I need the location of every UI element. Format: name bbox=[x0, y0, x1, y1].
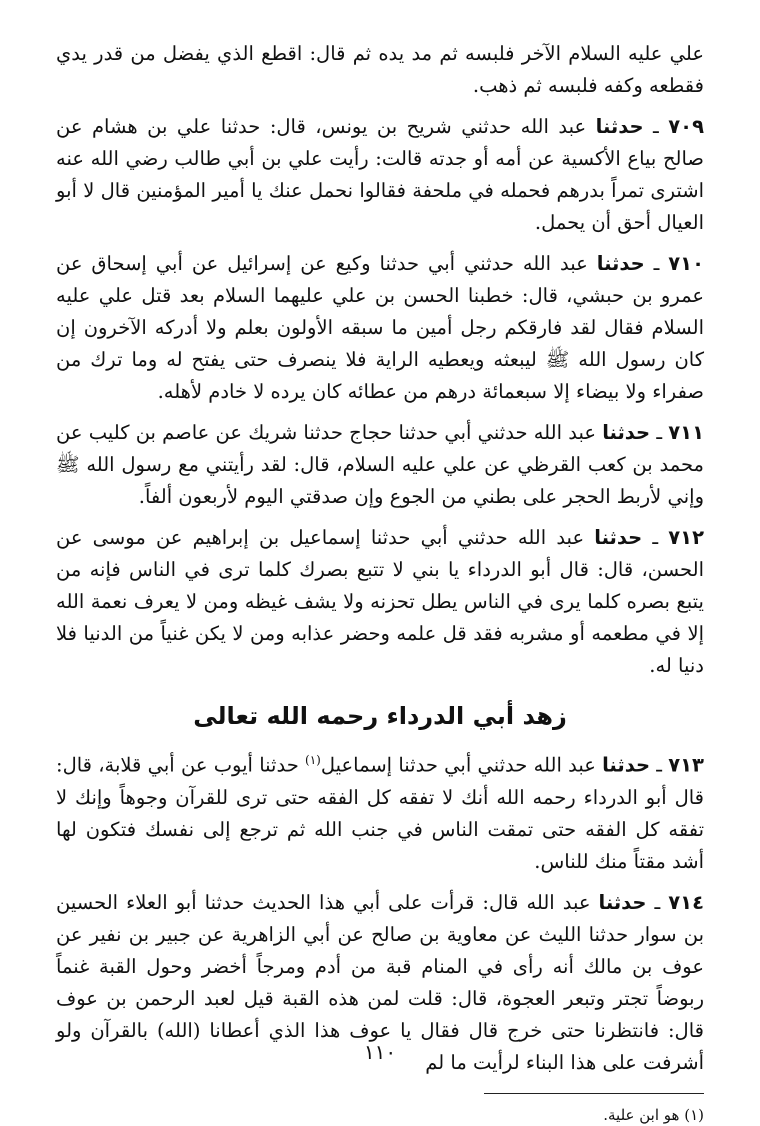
hadith-text: عبد الله حدثني أبي حدثنا حجاج حدثنا شريك عن عاصم بن كليب عن محمد بن كعب القرظي عن علي عليه السلام، قال: لقد رأيتني مع رسول الله ﷺ وإني لأربط الحجر على بطني من الجوع وإن صدقتي اليوم لأربعون ألفاً. bbox=[56, 421, 704, 508]
separator: ـ bbox=[643, 115, 669, 138]
footnote-marker: (١) bbox=[305, 753, 321, 767]
section-heading: زهد أبي الدرداء رحمه الله تعالى bbox=[193, 702, 567, 730]
intro-paragraph: علي عليه السلام الآخر فلبسه ثم مد يده ثم قال: اقطع الذي يفضل من قدر يدي فقطعه وكفه فلبسه ثم ذهب. bbox=[56, 42, 704, 97]
hadith-text: عبد الله قال: قرأت على أبي هذا الحديث حدثنا أبو العلاء الحسين بن سوار حدثنا الليث عن معاوية بن صالح عن أبي الزاهرية عن جبير بن نفير عن عوف بن مالك أنه رأى في المنام قبة من أدم ومرجاً أخضر وحول القبة غنماً ربوضاً تجتر وتبعر العجوة، قال: قلت لمن هذه القبة قيل لعبد الرحمن بن عوف قال: فانتظرنا حتى خرج قال فقال يا عوف هذا الذي أعطانا (الله) بالقرآن ولو أشرفت على هذا البناء لرأيت ما لم bbox=[56, 890, 704, 1074]
hadith-712 bbox=[56, 522, 704, 682]
hadith-number: ٧١٣ bbox=[668, 753, 704, 777]
hadith-710 bbox=[56, 248, 704, 408]
separator: ـ bbox=[646, 890, 669, 914]
separator: ـ bbox=[642, 526, 669, 549]
hadith-711 bbox=[56, 417, 704, 513]
keyword: حدثنا bbox=[596, 252, 645, 275]
keyword: حدثنا bbox=[594, 526, 643, 549]
hadith-text: حدثنا أيوب عن أبي قلابة، قال: قال أبو الدرداء رحمه الله أنك لا تفقه كل الفقه حتى ترى للقرآن وجوهاً وإنك لا تفقه كل الفقه حتى تمقت الناس في جنب الله ثم ترجع إلى نفسك فتكون لها أشد مقتاً منك للناس. bbox=[56, 753, 704, 873]
footnote-mark: (١) bbox=[684, 1105, 704, 1124]
hadith-number: ٧٠٩ bbox=[668, 115, 704, 138]
keyword: حدثنا bbox=[598, 890, 647, 914]
separator: ـ bbox=[644, 252, 669, 275]
hadith-number: ٧١٤ bbox=[668, 890, 704, 914]
keyword: حدثنا bbox=[602, 753, 651, 777]
separator: ـ bbox=[650, 753, 669, 777]
hadith-text: عبد الله حدثني أبي حدثنا إسماعيل bbox=[320, 753, 603, 777]
hadith-number: ٧١٠ bbox=[668, 252, 704, 275]
hadith-text: عبد الله حدثني أبي حدثنا إسماعيل بن إبراهيم عن موسى عن الحسن، قال: قال أبو الدرداء يا بني لا تتبع بصرك كلما ترى في الناس فإنه من يتبع بصره كلما يرى في الناس يطل تحزنه ولا يشف غيظه ومن لا يعرف نعمة الله إلا في مطعمه أو مشربه فقد قل علمه وحضر عذابه ومن لا يكن غنياً من الدنيا فلا دنيا له. bbox=[56, 526, 704, 677]
keyword: حدثنا bbox=[602, 421, 651, 444]
hadith-713 bbox=[56, 744, 704, 878]
hadith-number: ٧١٢ bbox=[668, 526, 704, 549]
hadith-number: ٧١١ bbox=[668, 421, 704, 444]
keyword: حدثنا bbox=[595, 115, 644, 138]
separator: ـ bbox=[650, 421, 669, 444]
hadith-text: عبد الله حدثني شريح بن يونس، قال: حدثنا علي بن هشام عن صالح بياع الأكسية عن أمه أو جدته قالت: رأيت علي بن أبي طالب رضي الله عنه اشترى تمراً بدرهم فحمله في ملحفة فقالوا نحمل عنك يا أمير المؤمنين قال لا أبو العيال أحق أن يحمل. bbox=[56, 115, 704, 234]
footnote bbox=[56, 1104, 704, 1126]
hadith-text: عبد الله حدثني أبي حدثنا وكيع عن إسرائيل عن أبي إسحاق عن عمرو بن حبشي، قال: خطبنا الحسن بن علي عليهما السلام بعد قتل علي عليه السلام فقال لقد فارقكم رجل أمين ما سبقه الأولون بعلم ولا أدركه الآخرون إن كان رسول الله ﷺ ليبعثه ويعطيه الراية فلا ينصرف حتى يفتح له وما ترك من صفراء ولا بيضاء إلا سبعمائة درهم من عطائه كان يرده لا خادم لأهله. bbox=[56, 252, 704, 403]
footnote-text: هو ابن علية. bbox=[603, 1105, 685, 1124]
footnote-divider bbox=[484, 1093, 704, 1094]
page-number: ١١٠ bbox=[363, 1040, 397, 1064]
hadith-709 bbox=[56, 111, 704, 239]
